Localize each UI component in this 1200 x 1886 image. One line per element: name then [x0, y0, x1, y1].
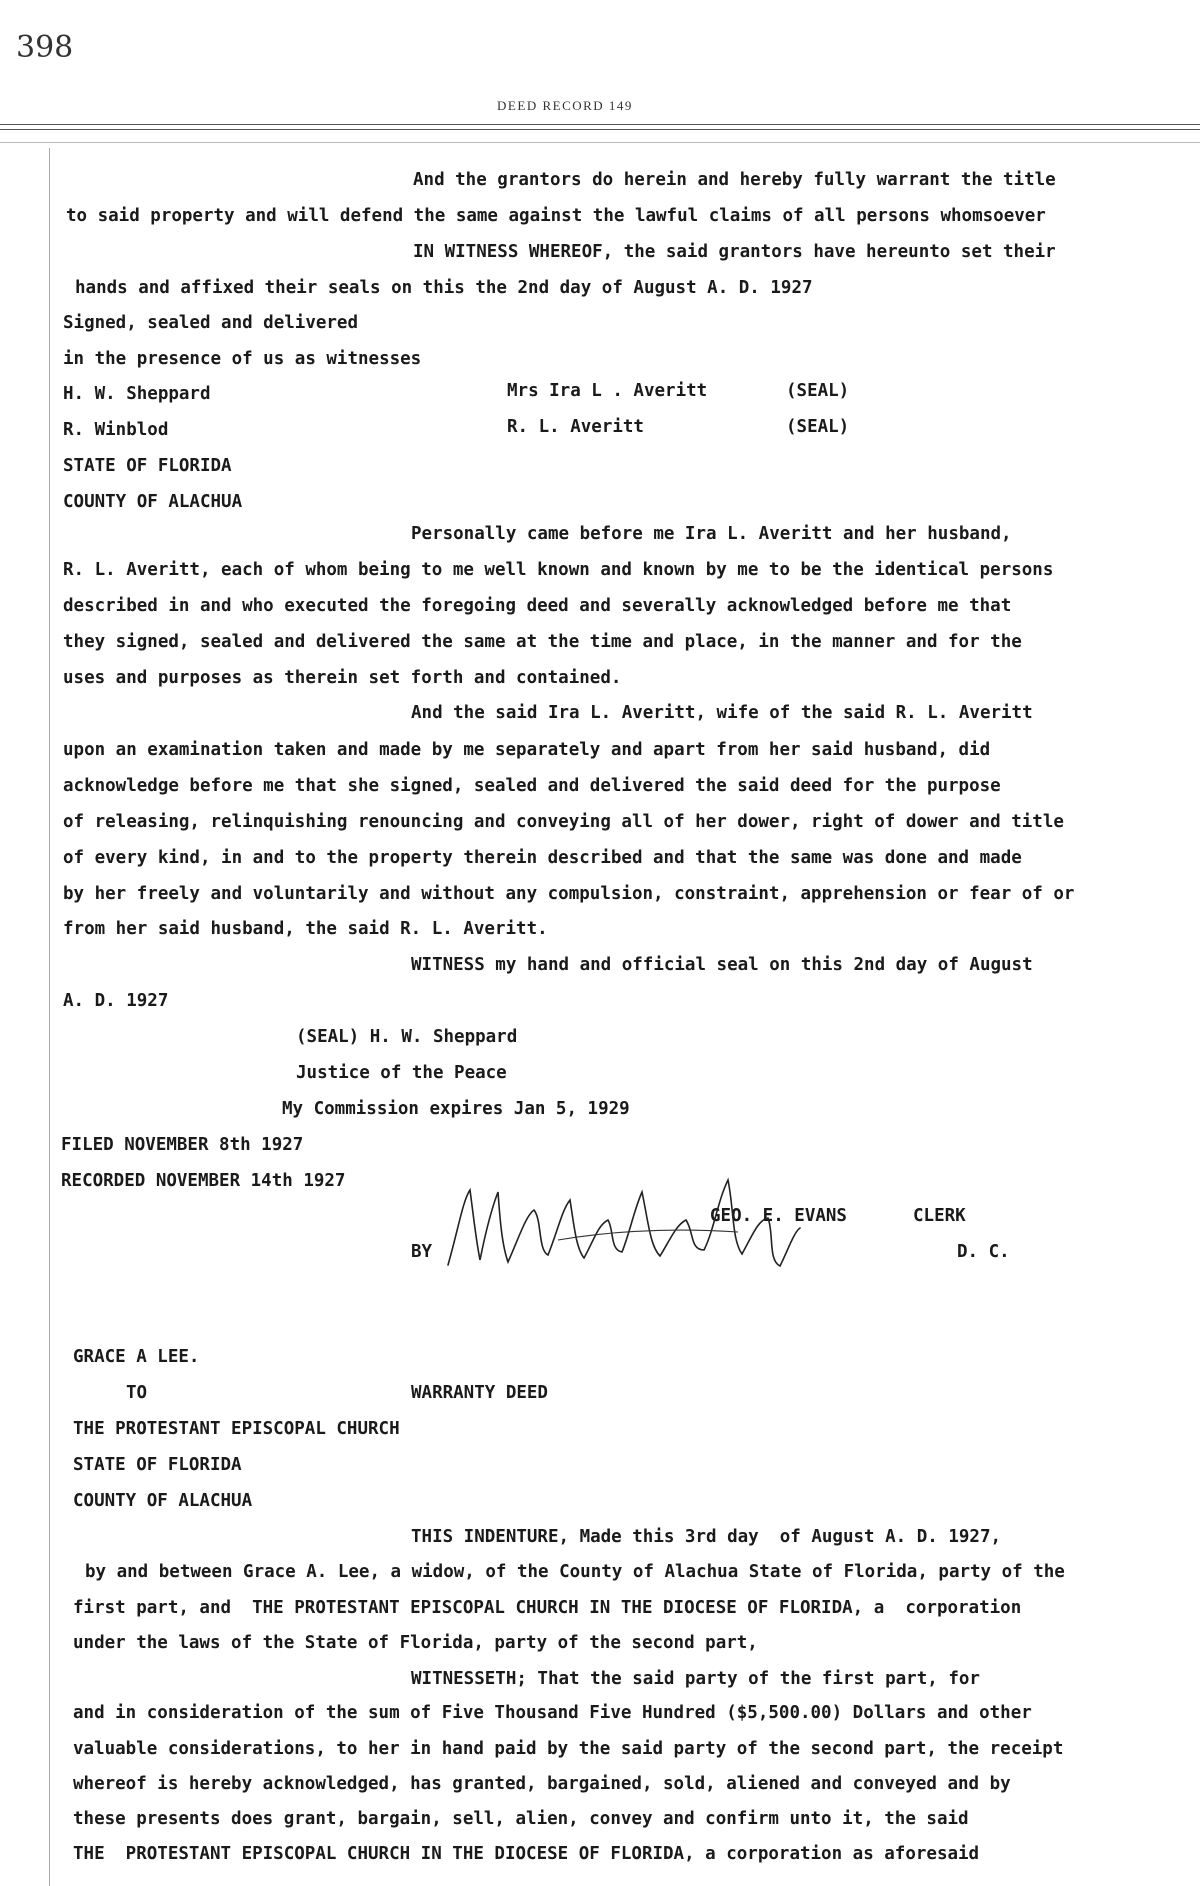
text-line: described in and who executed the foregoing deed and severally acknowledged before me that	[63, 596, 1012, 616]
justice-seal-line: (SEAL) H. W. Sheppard	[296, 1027, 518, 1047]
text-line: Signed, sealed and delivered	[63, 313, 359, 333]
text-line: valuable considerations, to her in hand paid by the said party of the second part, the receipt	[73, 1739, 1064, 1759]
header-rule	[0, 142, 1200, 143]
text-line: uses and purposes as therein set forth and contained.	[63, 668, 622, 688]
county-line: COUNTY OF ALACHUA	[63, 492, 243, 512]
text-line: by her freely and voluntarily and without any compulsion, constraint, apprehension or fear of or	[63, 884, 1075, 904]
text-line: of releasing, relinquishing renouncing and conveying all of her dower, right of dower and title	[63, 812, 1064, 832]
text-line: WITNESSETH; That the said party of the first part, for	[411, 1669, 980, 1689]
to-label: TO	[126, 1383, 148, 1403]
clerk-title: CLERK	[913, 1206, 966, 1226]
page-number: 398	[16, 30, 74, 65]
margin-line	[49, 148, 50, 1886]
grantor-name: R. L. Averitt	[507, 417, 644, 437]
text-line: these presents does grant, bargain, sell, alien, convey and confirm unto it, the said	[73, 1809, 969, 1829]
grantee-heading: THE PROTESTANT EPISCOPAL CHURCH	[73, 1419, 400, 1439]
seal-mark: (SEAL)	[786, 417, 850, 437]
text-line: THE PROTESTANT EPISCOPAL CHURCH IN THE DIOCESE OF FLORIDA, a corporation as aforesaid	[73, 1844, 980, 1864]
header-rule	[0, 129, 1200, 130]
seal-mark: (SEAL)	[786, 381, 850, 401]
recorded-line: RECORDED NOVEMBER 14th 1927	[61, 1171, 346, 1191]
header-rule	[0, 124, 1200, 125]
text-line: And the grantors do herein and hereby fully warrant the title	[413, 170, 1056, 190]
handwritten-signature	[438, 1170, 818, 1290]
by-label: BY	[411, 1242, 433, 1262]
text-line: whereof is hereby acknowledged, has granted, bargained, sold, aliened and conveyed and by	[73, 1774, 1011, 1794]
text-line: of every kind, in and to the property therein described and that the same was done and made	[63, 848, 1022, 868]
text-line: hands and affixed their seals on this the 2nd day of August A. D. 1927	[75, 278, 813, 298]
text-line: And the said Ira L. Averitt, wife of the said R. L. Averitt	[411, 703, 1033, 723]
text-line: acknowledge before me that she signed, sealed and delivered the said deed for the purpose	[63, 776, 1001, 796]
justice-title: Justice of the Peace	[296, 1063, 507, 1083]
grantor-name: Mrs Ira L . Averitt	[507, 381, 708, 401]
witness-name: H. W. Sheppard	[63, 384, 211, 404]
county-line: COUNTY OF ALACHUA	[73, 1491, 253, 1511]
text-line: in the presence of us as witnesses	[63, 349, 422, 369]
text-line: Personally came before me Ira L. Averitt and her husband,	[411, 524, 1012, 544]
state-line: STATE OF FLORIDA	[73, 1455, 242, 1475]
text-line: THIS INDENTURE, Made this 3rd day of August A. D. 1927,	[411, 1527, 1002, 1547]
text-line: A. D. 1927	[63, 991, 169, 1011]
text-line: they signed, sealed and delivered the same at the time and place, in the manner and for the	[63, 632, 1022, 652]
text-line: and in consideration of the sum of Five Thousand Five Hundred ($5,500.00) Dollars and other	[73, 1703, 1032, 1723]
text-line: upon an examination taken and made by me separately and apart from her said husband, did	[63, 740, 991, 760]
witness-name: R. Winblod	[63, 420, 169, 440]
page-header: DEED RECORD 149	[497, 98, 633, 113]
text-line: WITNESS my hand and official seal on this 2nd day of August	[411, 955, 1033, 975]
text-line: R. L. Averitt, each of whom being to me well known and known by me to be the identical persons	[63, 560, 1054, 580]
clerk-name: GEO. E. EVANS	[710, 1206, 847, 1226]
text-line: by and between Grace A. Lee, a widow, of the County of Alachua State of Florida, party of the	[85, 1562, 1065, 1582]
text-line: first part, and THE PROTESTANT EPISCOPAL CHURCH IN THE DIOCESE OF FLORIDA, a corporation	[73, 1598, 1022, 1618]
state-line: STATE OF FLORIDA	[63, 456, 232, 476]
text-line: to said property and will defend the same against the lawful claims of all persons whomsoever	[66, 206, 1046, 226]
grantor-heading: GRACE A LEE.	[73, 1347, 200, 1367]
deed-type: WARRANTY DEED	[411, 1383, 548, 1403]
text-line: IN WITNESS WHEREOF, the said grantors have hereunto set their	[413, 242, 1056, 262]
text-line: under the laws of the State of Florida, party of the second part,	[73, 1633, 758, 1653]
text-line: from her said husband, the said R. L. Averitt.	[63, 919, 548, 939]
commission-line: My Commission expires Jan 5, 1929	[282, 1099, 630, 1119]
deputy-clerk-label: D. C.	[957, 1242, 1010, 1262]
filed-line: FILED NOVEMBER 8th 1927	[61, 1135, 304, 1155]
